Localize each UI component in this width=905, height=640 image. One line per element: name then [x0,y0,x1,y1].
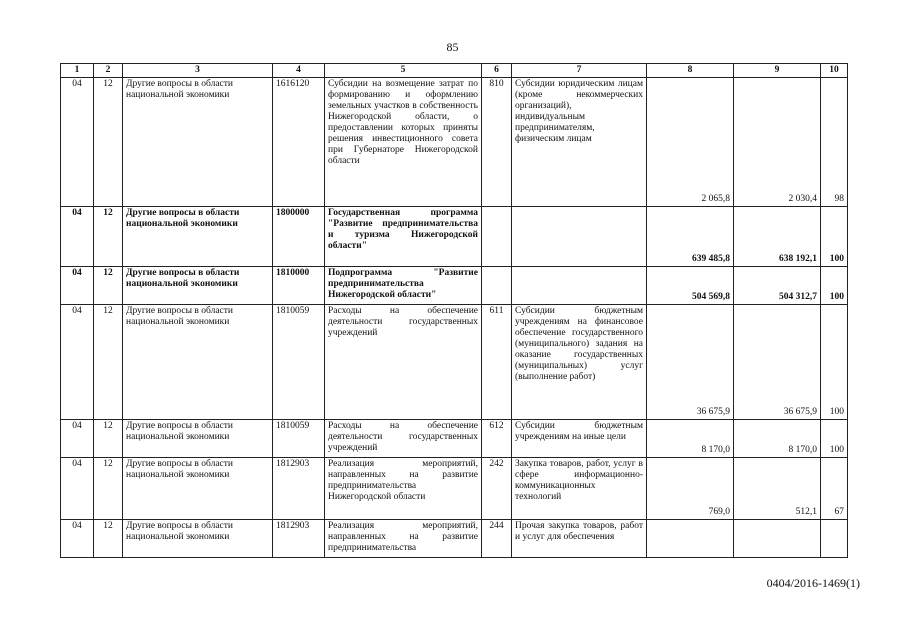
target-name-cell: Реализация мероприятий, направленных на развитие предпринимательства Нижегородской области [325,458,482,520]
header-cell: 5 [325,64,482,78]
target-name-cell: Реализация мероприятий, направленных на развитие предпринимательства [325,520,482,558]
subsection-cell: 12 [94,78,123,207]
target-name-cell: Расходы на обеспечение деятельности государственных учреждений [325,420,482,458]
expense-type-code-cell: 810 [482,78,512,207]
target-name-cell: Субсидии на возмещение затрат по формированию и оформлению земельных участков в собственность Нижегородской области, о предоставлении которых приняты решения инвестиционного совета при Губернаторе Нижегородской области [325,78,482,207]
actual-amount-cell: 504 312,7 [734,267,821,305]
target-code-cell: 1810000 [273,267,325,305]
target-code-cell: 1810059 [273,420,325,458]
section-cell: 04 [61,458,94,520]
section-cell: 04 [61,78,94,207]
subsection-cell: 12 [94,267,123,305]
section-cell: 04 [61,207,94,267]
percent-cell: 100 [821,267,848,305]
percent-cell: 100 [821,305,848,420]
target-name-cell: Государственная программа "Развитие предпринимательства и туризма Нижегородской области" [325,207,482,267]
table-row [61,520,848,558]
actual-amount-cell: 2 030,4 [734,78,821,207]
expense-type-name-cell: Закупка товаров, работ, услуг в сфере информационно-коммуникационных технологий [512,458,647,520]
target-code-cell: 1812903 [273,520,325,558]
target-code-cell: 1810059 [273,305,325,420]
table-row [61,305,848,420]
actual-amount-cell: 512,1 [734,458,821,520]
plan-amount-cell: 504 569,8 [647,267,734,305]
header-cell: 9 [734,64,821,78]
plan-amount-cell [647,520,734,558]
plan-amount-cell: 36 675,9 [647,305,734,420]
header-cell: 10 [821,64,848,78]
header-cell: 1 [61,64,94,78]
section-name-cell: Другие вопросы в области национальной экономики [123,305,273,420]
page-number: 85 [446,40,459,54]
section-name-cell: Другие вопросы в области национальной экономики [123,520,273,558]
plan-amount-cell: 769,0 [647,458,734,520]
section-name-cell: Другие вопросы в области национальной экономики [123,267,273,305]
expense-type-code-cell [482,207,512,267]
actual-amount-cell: 8 170,0 [734,420,821,458]
expense-type-name-cell: Прочая закупка товаров, работ и услуг для обеспечения [512,520,647,558]
actual-amount-cell: 638 192,1 [734,207,821,267]
header-cell: 4 [273,64,325,78]
section-cell: 04 [61,267,94,305]
target-name-cell: Расходы на обеспечение деятельности государственных учреждений [325,305,482,420]
header-cell: 2 [94,64,123,78]
header-cell: 6 [482,64,512,78]
table-row [61,267,848,305]
expense-type-name-cell: Субсидии бюджетным учреждениям на финансовое обеспечение государственного (муниципального) задания на оказание государственных (муниципальных) услуг (выполнение работ) [512,305,647,420]
expense-type-name-cell [512,267,647,305]
plan-amount-cell: 8 170,0 [647,420,734,458]
header-row [61,64,848,78]
table-row [61,78,848,207]
subsection-cell: 12 [94,420,123,458]
section-cell: 04 [61,305,94,420]
section-cell: 04 [61,520,94,558]
header-cell: 8 [647,64,734,78]
table-row [61,207,848,267]
expense-type-name-cell: Субсидии юридическим лицам (кроме некоммерческих организаций), индивидуальным предпринимателям, физическим лицам [512,78,647,207]
expense-type-name-cell [512,207,647,267]
section-cell: 04 [61,420,94,458]
target-code-cell: 1800000 [273,207,325,267]
table-row [61,420,848,458]
percent-cell: 67 [821,458,848,520]
document-code: 0404/2016-1469(1) [766,576,860,590]
percent-cell: 100 [821,207,848,267]
subsection-cell: 12 [94,458,123,520]
percent-cell: 100 [821,420,848,458]
target-name-cell: Подпрограмма "Развитие предпринимательства Нижегородской области" [325,267,482,305]
expense-type-code-cell: 244 [482,520,512,558]
plan-amount-cell: 639 485,8 [647,207,734,267]
target-code-cell: 1812903 [273,458,325,520]
expense-type-name-cell: Субсидии бюджетным учреждениям на иные цели [512,420,647,458]
subsection-cell: 12 [94,520,123,558]
percent-cell [821,520,848,558]
section-name-cell: Другие вопросы в области национальной экономики [123,207,273,267]
budget-table [60,63,848,558]
section-name-cell: Другие вопросы в области национальной экономики [123,458,273,520]
percent-cell: 98 [821,78,848,207]
target-code-cell: 1616120 [273,78,325,207]
actual-amount-cell: 36 675,9 [734,305,821,420]
subsection-cell: 12 [94,305,123,420]
header-cell: 7 [512,64,647,78]
subsection-cell: 12 [94,207,123,267]
actual-amount-cell [734,520,821,558]
plan-amount-cell: 2 065,8 [647,78,734,207]
section-name-cell: Другие вопросы в области национальной экономики [123,420,273,458]
expense-type-code-cell [482,267,512,305]
table-row [61,458,848,520]
header-cell: 3 [123,64,273,78]
expense-type-code-cell: 242 [482,458,512,520]
section-name-cell: Другие вопросы в области национальной экономики [123,78,273,207]
expense-type-code-cell: 611 [482,305,512,420]
expense-type-code-cell: 612 [482,420,512,458]
